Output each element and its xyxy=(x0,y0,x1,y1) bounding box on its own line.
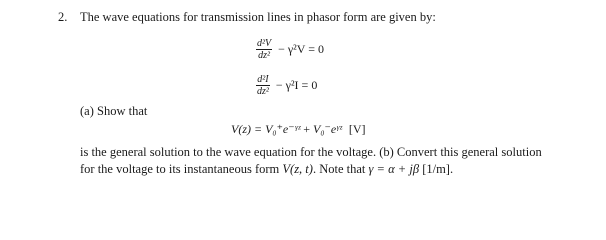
line2-middle: . Note that xyxy=(312,162,369,176)
problem-intro: The wave equations for transmission lines in phasor form are given by: xyxy=(80,10,436,24)
solution-term-forward: V₀⁺e⁻ᵞᶻ xyxy=(265,122,301,136)
fraction-denominator: dz² xyxy=(257,86,269,97)
equation-remainder: − γ²V = 0 xyxy=(278,42,324,56)
propagation-constant: γ = α + jβ xyxy=(368,162,420,176)
body-line-1: is the general solution to the wave equation for the voltage. (b) Convert this general solution xyxy=(80,145,542,159)
derivative-fraction xyxy=(256,38,272,61)
equation-remainder: − γ²I = 0 xyxy=(275,78,318,92)
solution-term-backward: V₀⁻eᵞᶻ xyxy=(313,122,342,136)
derivative-fraction xyxy=(256,74,270,97)
solution-plus: + xyxy=(300,122,314,136)
part-a-label: (a) Show that xyxy=(80,104,148,118)
fraction-numerator: d²I xyxy=(257,74,269,85)
solution-unit: [V] xyxy=(348,122,366,136)
body-line-2 xyxy=(80,162,453,177)
wave-equation-voltage xyxy=(256,38,324,61)
line2-unit: [1/m]. xyxy=(419,162,454,176)
instantaneous-function: V(z, t) xyxy=(282,162,313,176)
fraction-denominator: dz² xyxy=(256,49,272,61)
wave-equation-current xyxy=(256,74,317,97)
solution-lhs: V(z) = xyxy=(231,122,266,136)
general-solution xyxy=(231,122,366,137)
problem-number: 2. xyxy=(58,10,68,24)
fraction-numerator: d²V xyxy=(257,38,272,49)
line2-prefix: for the voltage to its instantaneous form xyxy=(80,162,283,176)
